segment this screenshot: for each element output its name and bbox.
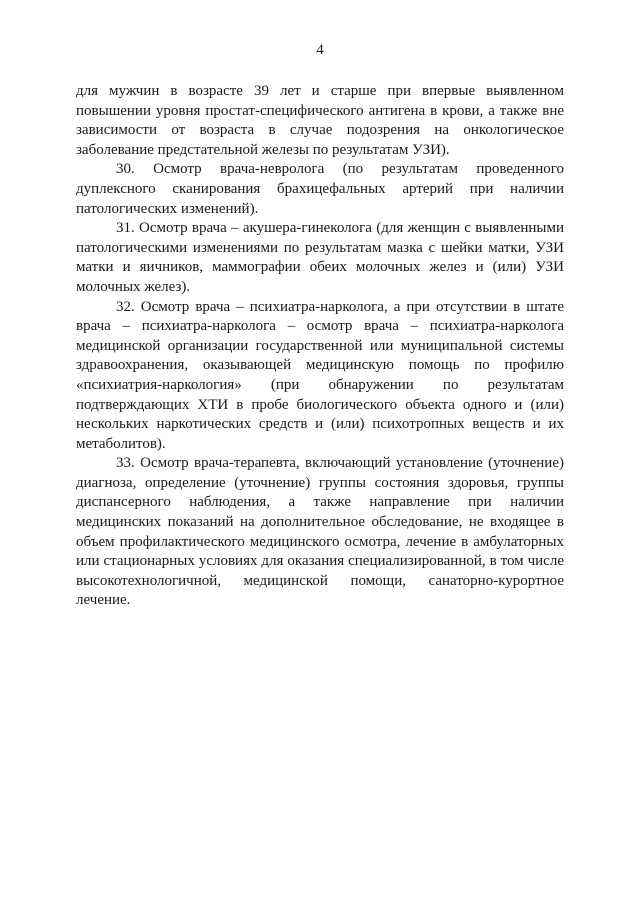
paragraph-item-31: 31. Осмотр врача – акушера-гинеколога (для женщин с выявленными патологическими изменениями по результатам мазка с шейки матки, УЗИ матки и яичников, маммографии обеих молочных желез и (или) УЗИ молочных желез). xyxy=(76,220,564,295)
paragraph-item-30: 30. Осмотр врача-невролога (по результатам проведенного дуплексного сканирования брахицефальных артерий при наличии патологических изменений). xyxy=(76,161,564,217)
document-body xyxy=(76,82,564,611)
paragraph-item-32: 32. Осмотр врача – психиатра-нарколога, а при отсутствии в штате врача – психиатра-нарколога – осмотр врача – психиатра-нарколога медицинской организации государственной или муниципальной системы здравоохранения, оказывающей медицинскую помощь по профилю «психиатрия-наркология» (при обнаружении по результатам подтверждающих ХТИ в пробе биологического объекта одного и (или) нескольких наркотических средств и (или) психотропных веществ и их метаболитов). xyxy=(76,298,564,452)
page-number: 4 xyxy=(316,42,324,58)
paragraph-item-33: 33. Осмотр врача-терапевта, включающий установление (уточнение) диагноза, определение (уточнение) группы состояния здоровья, группы диспансерного наблюдения, а также направление при наличии медицинских показаний на дополнительное обследование, не входящее в объем профилактического медицинского осмотра, лечение в амбулаторных или стационарных условиях для оказания специализированной, в том числе высокотехнологичной, медицинской помощи, санаторно-курортное лечение. xyxy=(76,455,564,609)
paragraph-continuation-29: для мужчин в возрасте 39 лет и старше при впервые выявленном повышении уровня простат-специфического антигена в крови, а также вне зависимости от возраста в случае подозрения на онкологическое заболевание предстательной железы по результатам УЗИ). xyxy=(76,83,564,158)
